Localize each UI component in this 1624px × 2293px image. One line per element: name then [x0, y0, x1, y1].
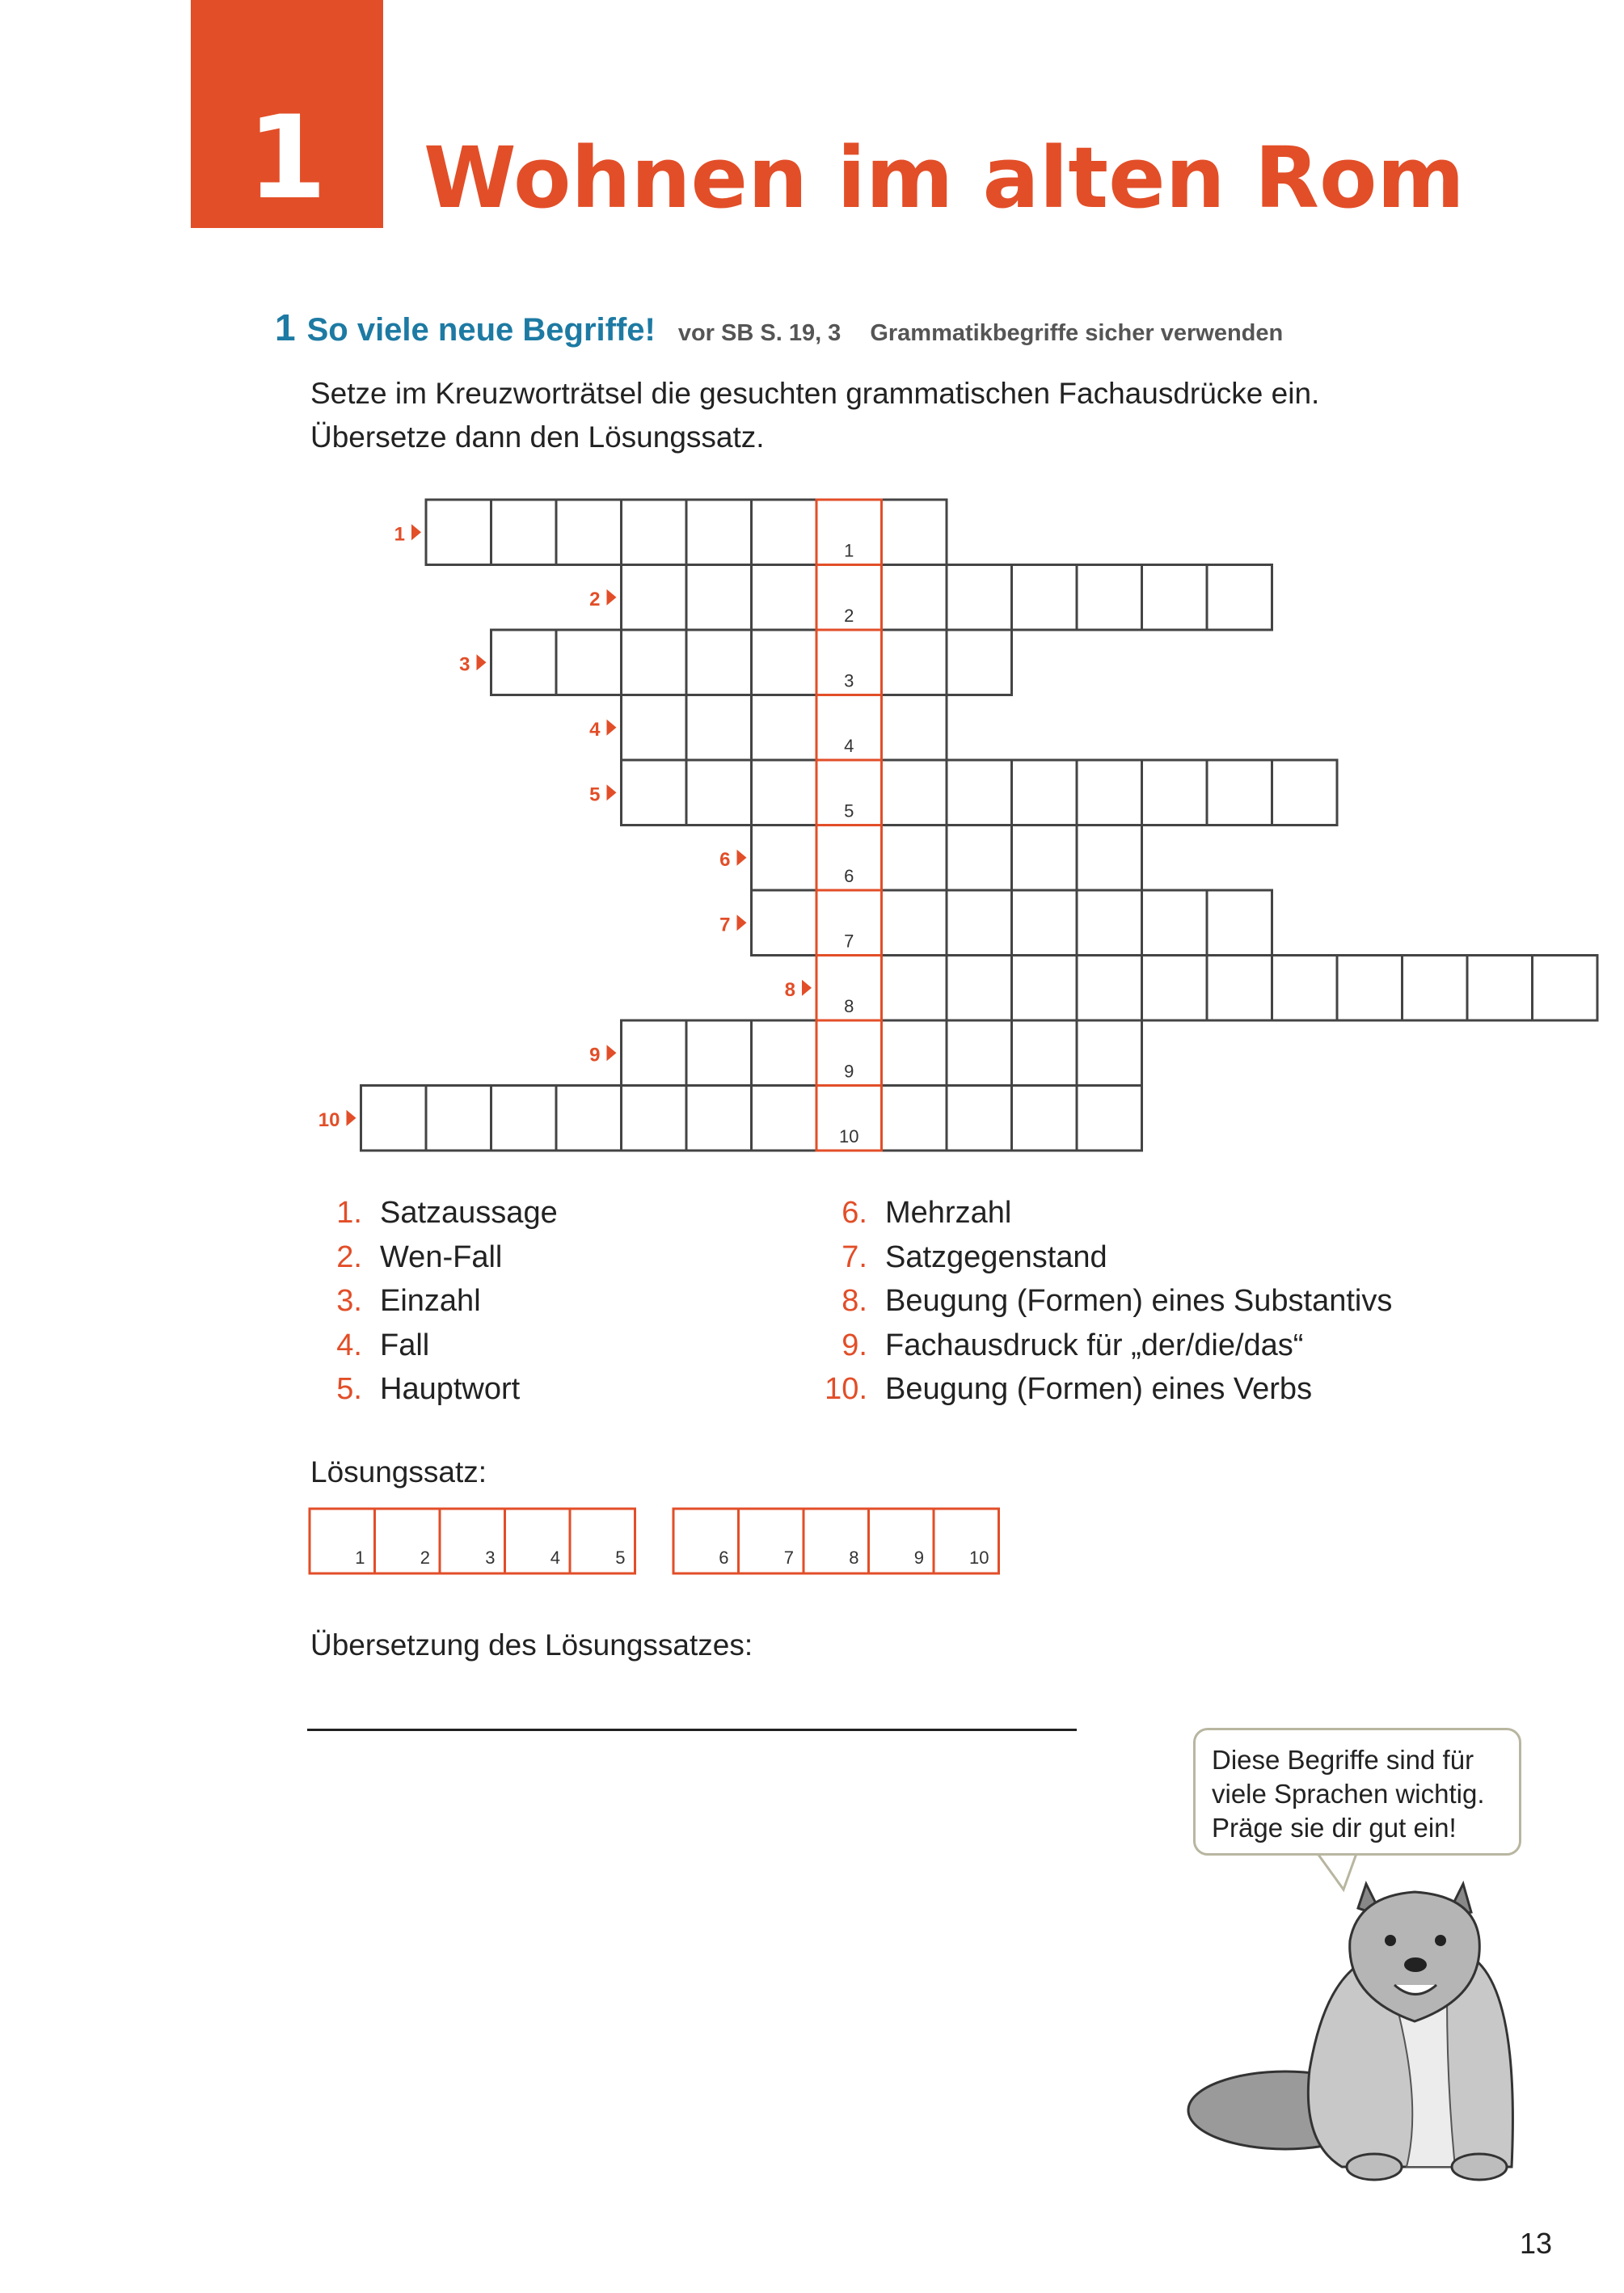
- crossword-cell: [556, 630, 622, 695]
- clue-arrow-icon: [477, 654, 487, 670]
- clue-label: 1: [394, 523, 405, 546]
- crossword-cell: [556, 500, 622, 565]
- crossword-cell: [882, 630, 947, 695]
- clue-label: 10: [318, 1108, 340, 1131]
- clue-label: 7: [719, 914, 731, 936]
- crossword-cell: [1272, 760, 1338, 826]
- task-skill: Grammatikbegriffe sicher verwenden: [870, 320, 1284, 346]
- task-reference: vor SB S. 19, 3: [677, 320, 842, 346]
- clue-number: 3.: [336, 1284, 362, 1318]
- clue-text: Beugung (Formen) eines Verbs: [885, 1372, 1313, 1406]
- clue-item: [790, 1324, 1517, 1368]
- crossword-cell: [491, 1086, 557, 1151]
- chapter-title: Wohnen im alten Rom: [424, 129, 1465, 227]
- clue-text: Satzaussage: [380, 1196, 558, 1230]
- clue-label: 4: [589, 718, 601, 741]
- clue-number: 9.: [842, 1328, 867, 1362]
- crossword-cell: [947, 565, 1012, 631]
- crossword-cell: [1533, 956, 1598, 1021]
- crossword-cell: [1077, 956, 1142, 1021]
- crossword-cell: [752, 1020, 817, 1086]
- crossword-cell: [947, 1086, 1012, 1151]
- crossword-cell: [752, 565, 817, 631]
- solution-box-number: 9: [913, 1548, 924, 1568]
- clue-arrow-icon: [737, 914, 747, 931]
- clue-item: [790, 1367, 1517, 1412]
- crossword-cell: [882, 956, 947, 1021]
- solution-cell-number: 6: [844, 866, 854, 886]
- solution-cell-number: 10: [839, 1126, 859, 1146]
- clue-number: 6.: [842, 1196, 867, 1230]
- clue-text: Hauptwort: [380, 1372, 521, 1406]
- crossword-cell: [882, 760, 947, 826]
- task-title: So viele neue Begriffe!: [306, 312, 656, 348]
- crossword-cell: [1077, 890, 1142, 956]
- wolf-illustration: [1188, 1884, 1512, 2180]
- clue-arrow-icon: [607, 589, 617, 606]
- crossword-cell: [1077, 565, 1142, 631]
- translation-label: Übersetzung des Lösungssatzes:: [310, 1628, 753, 1662]
- solution-cell-number: 3: [844, 670, 854, 691]
- clue-item: [285, 1191, 770, 1235]
- crossword-cell: [882, 890, 947, 956]
- solution-box-number: 4: [550, 1548, 560, 1568]
- crossword-cell: [426, 1086, 491, 1151]
- crossword-cell: [1077, 1086, 1142, 1151]
- solution-box-number: 3: [485, 1548, 496, 1568]
- clue-text: Mehrzahl: [885, 1196, 1012, 1230]
- crossword-cell: [491, 500, 557, 565]
- translation-answer-line[interactable]: [307, 1729, 1077, 1731]
- clue-text: Beugung (Formen) eines Substantivs: [885, 1284, 1393, 1318]
- crossword-cell: [882, 565, 947, 631]
- solution-box-number: 1: [355, 1548, 365, 1568]
- speech-bubble: [1193, 1728, 1521, 1856]
- crossword-cell: [752, 695, 817, 761]
- crossword-cell: [1337, 956, 1403, 1021]
- clue-item: [285, 1235, 770, 1280]
- crossword-cell: [1207, 890, 1272, 956]
- clue-text: Einzahl: [380, 1284, 481, 1318]
- crossword-cell: [1012, 1020, 1078, 1086]
- crossword-cell: [1467, 956, 1533, 1021]
- clue-arrow-icon: [607, 1045, 617, 1061]
- clue-text: Fachausdruck für „der/die/das“: [885, 1328, 1304, 1362]
- crossword-cell: [1012, 760, 1078, 826]
- clue-arrow-icon: [411, 524, 421, 540]
- crossword-cell: [1077, 760, 1142, 826]
- crossword-cell: [686, 630, 752, 695]
- crossword-cell: [1272, 956, 1338, 1021]
- solution-box-number: 5: [615, 1548, 626, 1568]
- crossword-cell: [1207, 565, 1272, 631]
- clue-item: [285, 1279, 770, 1324]
- clue-number: 1.: [336, 1196, 362, 1230]
- task-number: 1: [275, 306, 296, 348]
- solution-box-number: 7: [783, 1548, 794, 1568]
- crossword-cell: [947, 826, 1012, 891]
- crossword-cell: [1207, 760, 1272, 826]
- crossword-cell: [1012, 1086, 1078, 1151]
- clue-arrow-icon: [347, 1110, 356, 1126]
- clue-text: Satzgegenstand: [885, 1239, 1107, 1274]
- crossword-cell: [1077, 1020, 1142, 1086]
- crossword-cell: [622, 500, 687, 565]
- clue-item: [790, 1279, 1517, 1324]
- solution-box-number: 8: [849, 1548, 859, 1568]
- crossword-cell: [556, 1086, 622, 1151]
- clue-label: 3: [459, 653, 470, 676]
- crossword-cell: [622, 695, 687, 761]
- wolf-paw-left: [1347, 2154, 1402, 2180]
- clue-label: 8: [784, 978, 795, 1001]
- crossword-cell: [1012, 826, 1078, 891]
- crossword-cell: [752, 826, 817, 891]
- speech-bubble-line: Präge sie dir gut ein!: [1212, 1813, 1457, 1843]
- crossword-cell: [1012, 956, 1078, 1021]
- solution-cell-number: 7: [844, 931, 854, 952]
- solution-cell-number: 9: [844, 1061, 854, 1082]
- clue-item: [285, 1367, 770, 1412]
- crossword-cell: [622, 630, 687, 695]
- wolf-eye-right: [1435, 1935, 1446, 1946]
- wolf-paw-right: [1452, 2154, 1507, 2180]
- clue-number: 2.: [336, 1239, 362, 1274]
- crossword-cell: [686, 695, 752, 761]
- crossword-cell: [1142, 956, 1208, 1021]
- clue-number: 5.: [336, 1372, 362, 1406]
- crossword-cell: [686, 565, 752, 631]
- solution-cell-number: 5: [844, 800, 854, 821]
- clue-list-left: [285, 1191, 770, 1412]
- crossword-cell: [882, 695, 947, 761]
- crossword-cell: [947, 1020, 1012, 1086]
- crossword-cell: [426, 500, 491, 565]
- crossword-cell: [1142, 760, 1208, 826]
- clue-arrow-icon: [802, 980, 812, 996]
- crossword-cell: [882, 1020, 947, 1086]
- crossword-cell: [947, 760, 1012, 826]
- clue-label: 6: [719, 848, 731, 871]
- clue-arrow-icon: [607, 720, 617, 736]
- clue-number: 7.: [842, 1239, 867, 1274]
- crossword-cell: [1077, 826, 1142, 891]
- crossword-cell: [882, 500, 947, 565]
- chapter-number: 1: [247, 91, 327, 225]
- clue-label: 9: [589, 1044, 601, 1066]
- wolf-eye-left: [1385, 1935, 1396, 1946]
- crossword-cell: [947, 630, 1012, 695]
- clue-label: 2: [589, 588, 601, 610]
- page-number: 13: [1520, 2227, 1553, 2260]
- clue-number: 8.: [842, 1284, 867, 1318]
- crossword-cell: [752, 500, 817, 565]
- crossword-cell: [686, 1086, 752, 1151]
- solution-cell-number: 8: [844, 996, 854, 1016]
- instruction-line-2: Übersetze dann den Lösungssatz.: [310, 420, 765, 454]
- crossword-cell: [1012, 890, 1078, 956]
- clue-arrow-icon: [607, 784, 617, 800]
- crossword-cell: [947, 956, 1012, 1021]
- crossword-cell: [882, 826, 947, 891]
- crossword-cell: [1403, 956, 1468, 1021]
- crossword-cell: [752, 1086, 817, 1151]
- wolf-nose: [1404, 1957, 1427, 1972]
- crossword-cell: [622, 760, 687, 826]
- solution-cell-number: 2: [844, 606, 854, 626]
- crossword-cell: [686, 1020, 752, 1086]
- clue-number: 10.: [825, 1372, 867, 1406]
- speech-bubble-line: viele Sprachen wichtig.: [1212, 1779, 1485, 1809]
- crossword-cell: [1142, 890, 1208, 956]
- solution-box-number: 2: [420, 1548, 430, 1568]
- crossword-cell: [1207, 956, 1272, 1021]
- crossword-cell: [1012, 565, 1078, 631]
- crossword-cell: [361, 1086, 427, 1151]
- crossword-cell: [882, 1086, 947, 1151]
- solution-cell-number: 1: [844, 540, 854, 561]
- clue-number: 4.: [336, 1328, 362, 1362]
- crossword-cell: [622, 1020, 687, 1086]
- crossword-cell: [752, 760, 817, 826]
- solution-cell-number: 4: [844, 736, 854, 756]
- crossword-cell: [686, 500, 752, 565]
- clue-label: 5: [589, 783, 601, 806]
- crossword-cell: [752, 890, 817, 956]
- clue-text: Wen-Fall: [380, 1239, 503, 1274]
- crossword-cell: [947, 890, 1012, 956]
- clue-text: Fall: [380, 1328, 430, 1362]
- speech-bubble-line: Diese Begriffe sind für: [1212, 1745, 1474, 1775]
- crossword-cell: [752, 630, 817, 695]
- solution-box-number: 6: [719, 1548, 729, 1568]
- clue-list-right: [790, 1191, 1517, 1412]
- crossword-cell: [491, 630, 557, 695]
- crossword-cell: [686, 760, 752, 826]
- crossword-cell: [1142, 565, 1208, 631]
- clue-item: [285, 1324, 770, 1368]
- clue-item: [790, 1235, 1517, 1280]
- crossword-cell: [622, 565, 687, 631]
- clue-arrow-icon: [737, 850, 747, 866]
- clue-item: [790, 1191, 1517, 1235]
- instruction-line-1: Setze im Kreuzworträtsel die gesuchten grammatischen Fachausdrücke ein.: [310, 377, 1320, 410]
- solution-label: Lösungssatz:: [310, 1455, 487, 1489]
- crossword-cell: [622, 1086, 687, 1151]
- solution-box-number: 10: [969, 1548, 989, 1568]
